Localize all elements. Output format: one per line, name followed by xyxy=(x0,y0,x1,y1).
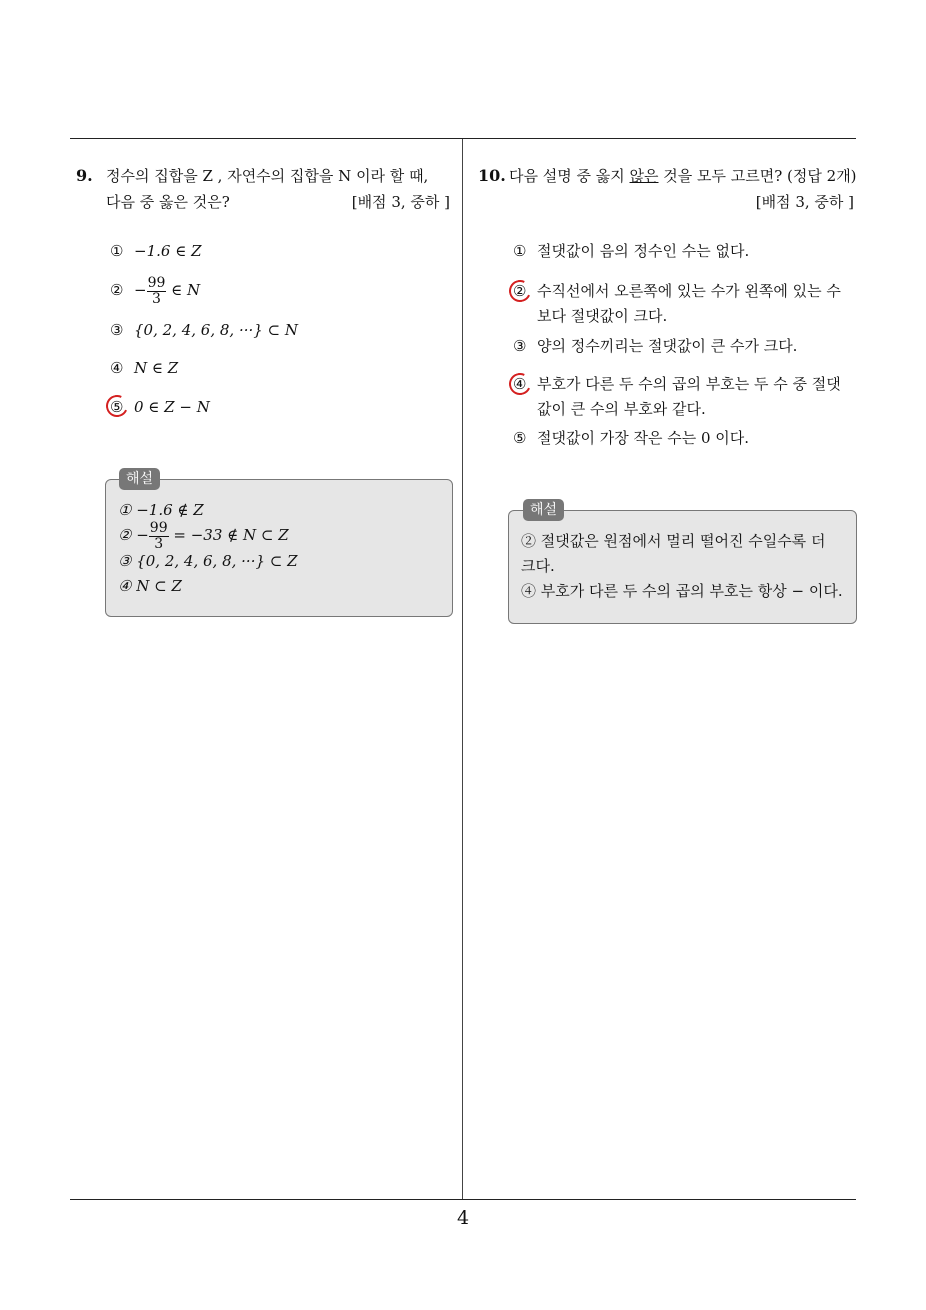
option-mark: ③ xyxy=(513,337,527,355)
question-10-text xyxy=(509,163,857,189)
q9-option-2[interactable] xyxy=(110,275,200,307)
q9-solution-line3: ③ {0, 2, 4, 6, 8, ···} ⊂ Z xyxy=(118,552,298,570)
option-text-line1: 수직선에서 오른쪽에 있는 수가 왼쪽에 있는 수 xyxy=(537,282,841,300)
option-expr: 0 ∈ Z − N xyxy=(134,398,210,416)
option-text-line1: 절댓값이 음의 정수인 수는 없다. xyxy=(537,242,750,260)
solution-expr-post: = −33 ∉ N ⊂ Z xyxy=(168,526,289,544)
fraction-numerator: 99 xyxy=(149,519,168,536)
question-10-number: 10. xyxy=(478,166,506,185)
option-mark: ① xyxy=(513,242,527,260)
q9-solution-tag: 해설 xyxy=(119,468,160,490)
q9-solution-box xyxy=(105,479,453,617)
question-9-text-line1: 정수의 집합을 Z , 자연수의 집합을 N 이라 할 때, xyxy=(106,167,429,185)
fraction-denominator: 3 xyxy=(152,290,161,307)
question-10-text-pre: 다음 설명 중 옳지 xyxy=(509,167,630,185)
q9-option-1[interactable] xyxy=(110,239,202,264)
header-rule xyxy=(70,138,856,139)
question-9-text-line2: 다음 중 옳은 것은? xyxy=(106,193,230,211)
q10-solution-line3: ④ 부호가 다른 두 수의 곱의 부호는 항상 − 이다. xyxy=(521,582,843,600)
q10-option-3[interactable] xyxy=(513,334,797,359)
option-expr-post: ∈ N xyxy=(166,281,201,299)
option-expr: {0, 2, 4, 6, 8, ···} ⊂ N xyxy=(134,321,299,339)
page-number: 4 xyxy=(456,1207,470,1229)
q9-solution-line1: ① −1.6 ∉ Z xyxy=(118,501,204,519)
q10-option-5[interactable] xyxy=(513,426,749,451)
option-expr: −1.6 ∈ Z xyxy=(134,242,202,260)
option-expr-pre: − xyxy=(134,281,147,299)
q10-solution-line2: 크다. xyxy=(521,557,555,575)
option-text-line1: 부호가 다른 두 수의 곱의 부호는 두 수 중 절댓 xyxy=(537,375,841,393)
q10-solution-line1: ② 절댓값은 원점에서 멀리 떨어진 수일수록 더 xyxy=(521,532,826,550)
footer-rule xyxy=(70,1199,856,1200)
option-text-line2: 보다 절댓값이 크다. xyxy=(537,307,668,325)
question-10-text-post: 것을 모두 고르면? (정답 2개) xyxy=(658,167,857,185)
option-mark: ⑤ xyxy=(110,398,124,416)
option-mark: ② xyxy=(110,281,124,299)
q9-option-3[interactable] xyxy=(110,318,298,343)
option-expr: N ∈ Z xyxy=(134,359,179,377)
fraction-denominator: 3 xyxy=(154,535,164,552)
q10-option-1[interactable] xyxy=(513,239,749,264)
fraction xyxy=(147,276,167,307)
option-text-line1: 양의 정수끼리는 절댓값이 큰 수가 크다. xyxy=(537,337,798,355)
option-text-line1: 절댓값이 가장 작은 수는 0 이다. xyxy=(537,429,750,447)
fraction-numerator: 99 xyxy=(147,274,166,291)
q10-option-2[interactable] xyxy=(513,279,841,329)
q10-solution-tag: 해설 xyxy=(523,499,564,521)
option-mark: ④ xyxy=(110,359,124,377)
option-mark: ② xyxy=(513,282,527,300)
question-10-score: [배점 3, 중하 ] xyxy=(755,193,854,211)
column-divider xyxy=(462,139,463,1200)
question-9-number: 9. xyxy=(76,166,93,185)
option-mark: ③ xyxy=(110,321,124,339)
option-mark: ⑤ xyxy=(513,429,527,447)
q9-solution-line4: ④ N ⊂ Z xyxy=(118,577,182,595)
question-9-score: [배점 3, 중하 ] xyxy=(351,193,450,211)
q10-solution-box xyxy=(508,510,857,624)
option-text-line2: 값이 큰 수의 부호와 같다. xyxy=(537,400,706,418)
option-mark: ④ xyxy=(513,375,527,393)
option-mark: ① xyxy=(110,242,124,260)
q9-solution-line2 xyxy=(118,520,289,552)
q10-option-4[interactable] xyxy=(513,372,841,422)
question-10-text-underlined: 않은 xyxy=(629,167,659,185)
solution-expr-pre: ② − xyxy=(118,526,149,544)
fraction xyxy=(149,521,169,552)
q9-option-4[interactable] xyxy=(110,356,178,381)
